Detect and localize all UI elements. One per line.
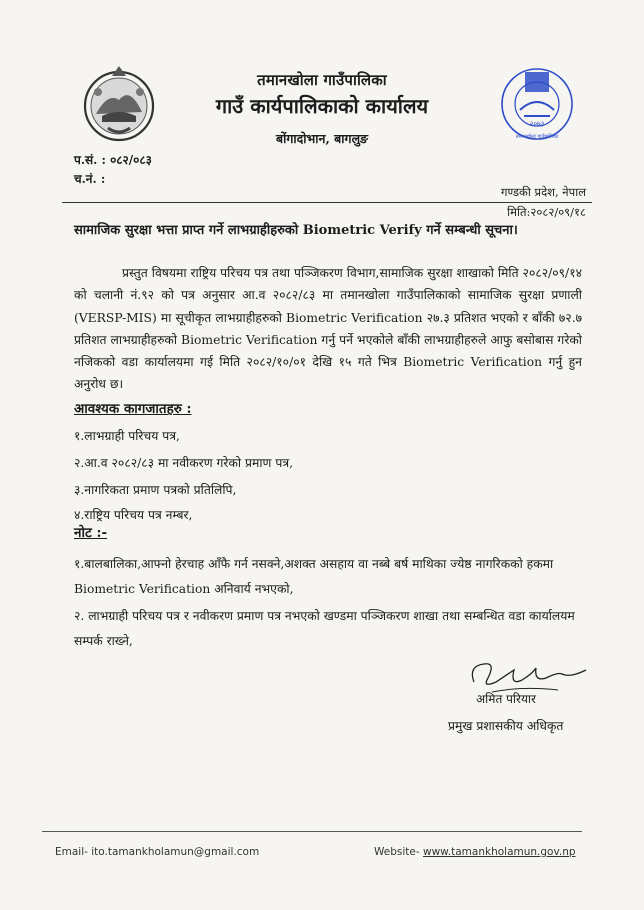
letter-body: प्रस्तुत विषयमा राष्ट्रिय परिचय पत्र तथा पञ्जिकरण विभाग,सामाजिक सुरक्षा शाखाको मिति २०८२/०९/१४ को चलानी नं.९२ को पत्र अनुसार आ.व २०८२/८३ मा तमानखोला गाउँपालिकाको सामाजिक सुरक्षा प्रणाली (VERSP-MIS) मा सूचीकृत लाभग्राहीहरुको Biometric Verification २७.३ प्रतिशत भएको र बाँकी ७२.७ प्रतिशत लाभग्राहीहरुको Biometric Verification गर्नु पर्ने भएकोले बाँकी लाभग्राहीहरुले आफु बसोबास गरेको नजिकको वडा कार्यालयमा गई मिति २०८२/१०/०१ देखि १५ गते भित्र Biometric Verification गर्नु हुन अनुरोध छ। [74,266,582,392]
letter-chalani-number: च.नं. : [74,172,106,186]
document-item: ३.नागरिकता प्रमाण पत्रको प्रतिलिपि, [74,483,237,497]
note-item: १.बालबालिका,आफ्नो हेरचाह आँफै गर्न नसक्ने,अशक्त असहाय वा नब्बे बर्ष माथिका ज्येष्ठ नागरिकको हकमा Biometric Verification अनिवार्य नभएको, [74,557,554,596]
province-label: गण्डकी प्रदेश, नेपाल [500,185,586,199]
document-item: १.लाभग्राही परिचय पत्र, [74,429,180,443]
note-item: २. लाभग्राही परिचय पत्र र नवीकरण प्रमाण पत्र नभएको खण्डमा पञ्जिकरण शाखा तथा सम्बन्धित वडा कार्यालयम सम्पर्क राख्ने, [74,609,575,648]
website-link[interactable]: www.tamankholamun.gov.np [422,846,576,858]
letter-ps-number: प.सं. : ०८२/०८३ [74,153,152,167]
footer-email: Email- ito.tamankholamun@gmail.com [55,846,260,858]
website-label: Website- [374,846,423,858]
document-item: २.आ.व २०८२/८३ मा नवीकरण गरेको प्रमाण पत्र, [74,456,294,470]
seal-number: २०७३ [529,120,545,128]
letter-subject: सामाजिक सुरक्षा भत्ता प्राप्त गर्ने लाभग्राहीहरुको Biometric Verify गर्ने सम्बन्धी सूचना। [74,223,518,238]
signatory-title: प्रमुख प्रशासकीय अधिकृत [448,719,564,733]
office-address: बोंगादोभान, बागलुङ [275,131,369,146]
header-divider [62,202,592,203]
office-name: गाउँ कार्यपालिकाको कार्यालय [215,94,429,118]
signatory-name: अमित परियार [476,692,536,706]
document-item: ४.राष्ट्रिय परिचय पत्र नम्बर, [74,508,193,522]
notes-heading: नोट :- [74,525,108,541]
footer-divider [42,831,582,832]
seal-text: तमानखोला गाउँपालिका [515,134,559,140]
letter-date: मिति:२०८२/०९/१८ [507,205,586,219]
municipality-name: तमानखोला गाउँपालिका [257,71,387,89]
footer-website [374,846,576,858]
documents-heading: आवश्यक कागजातहरु : [74,401,192,417]
